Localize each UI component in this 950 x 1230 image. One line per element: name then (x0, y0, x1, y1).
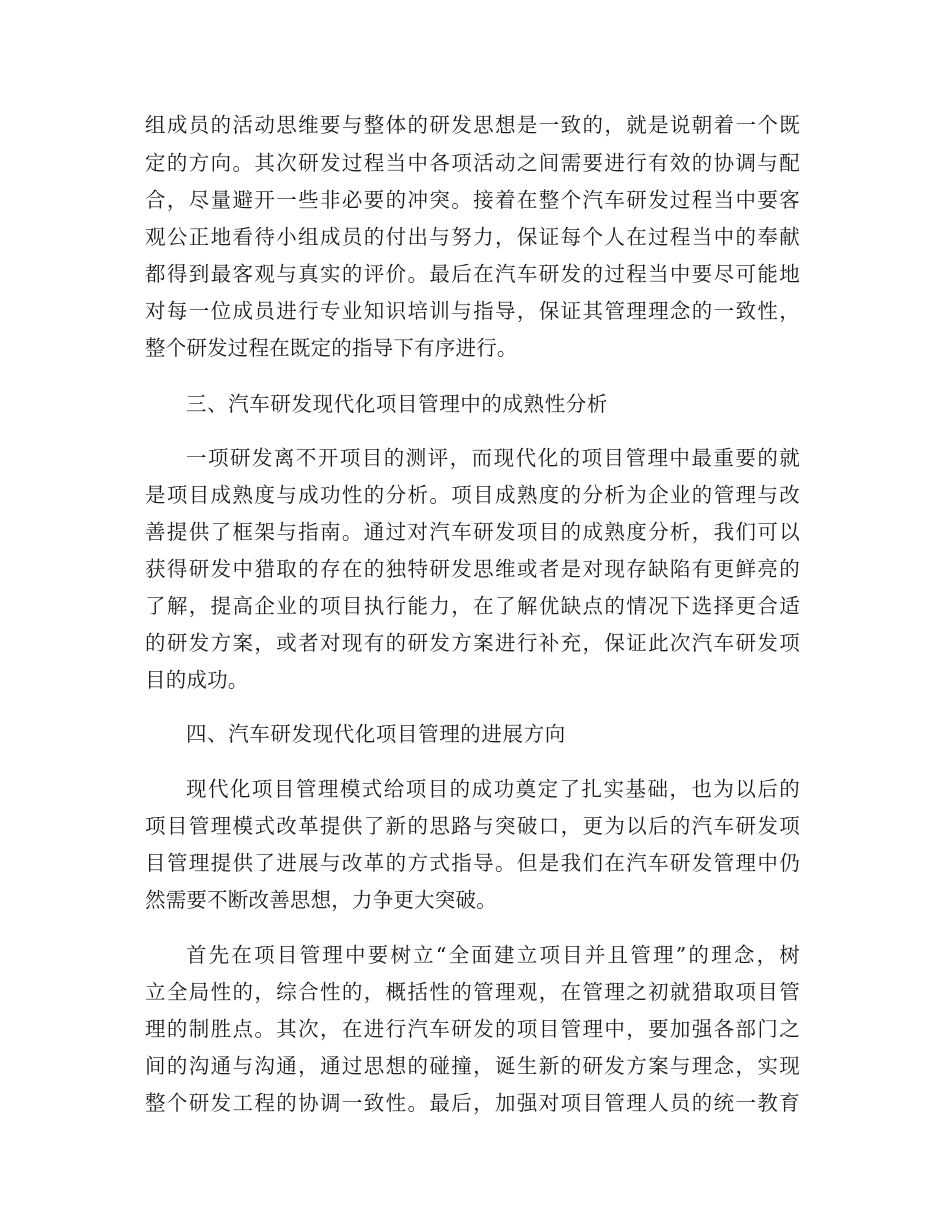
section-heading: 三、汽车研发现代化项目管理中的成熟性分析 (186, 392, 608, 416)
paragraph-line: 整个研发过程在既定的指导下有序进行。 (145, 336, 518, 360)
paragraph-line: 项目管理模式改革提供了新的思路与突破口，更为以后的汽车研发项 (145, 814, 800, 838)
paragraph-line: 获得研发中猎取的存在的独特研发思维或者是对现存缺陷有更鲜亮的 (145, 557, 800, 581)
paragraph-line: 立全局性的，综合性的，概括性的管理观，在管理之初就猎取项目管 (145, 980, 800, 1004)
paragraph-line: 组成员的活动思维要与整体的研发思想是一致的，就是说朝着一个既 (145, 113, 800, 137)
paragraph-line: 一项研发离不开项目的测评，而现代化的项目管理中最重要的就 (186, 446, 800, 470)
paragraph-line: 的研发方案，或者对现有的研发方案进行补充，保证此次汽车研发项 (145, 631, 800, 655)
paragraph-line: 目的成功。 (145, 668, 249, 692)
paragraph-line: 目管理提供了进展与改革的方式指导。但是我们在汽车研发管理中仍 (145, 851, 800, 875)
paragraph-line: 定的方向。其次研发过程当中各项活动之间需要进行有效的协调与配 (145, 151, 800, 175)
paragraph-line: 善提供了框架与指南。通过对汽车研发项目的成熟度分析，我们可以 (145, 520, 800, 544)
paragraph-line: 了解，提高企业的项目执行能力，在了解优缺点的情况下选择更合适 (145, 594, 800, 618)
section-heading: 四、汽车研发现代化项目管理的进展方向 (186, 722, 566, 746)
paragraph-line: 间的沟通与沟通，通过思想的碰撞，诞生新的研发方案与理念，实现 (145, 1054, 800, 1078)
paragraph-line: 是项目成熟度与成功性的分析。项目成熟度的分析为企业的管理与改 (145, 483, 800, 507)
paragraph-line: 观公正地看待小组成员的付出与努力，保证每个人在过程当中的奉献 (145, 225, 800, 249)
paragraph-line: 整个研发工程的协调一致性。最后，加强对项目管理人员的统一教育 (145, 1091, 800, 1115)
paragraph-line: 对每一位成员进行专业知识培训与指导，保证其管理理念的一致性， (145, 299, 800, 323)
paragraph-line: 都得到最客观与真实的评价。最后在汽车研发的过程当中要尽可能地 (145, 262, 800, 286)
paragraph-line: 然需要不断改善思想，力争更大突破。 (145, 888, 497, 912)
paragraph-line: 首先在项目管理中要树立“全面建立项目并且管理”的理念，树 (186, 943, 800, 967)
paragraph-line: 现代化项目管理模式给项目的成功奠定了扎实基础，也为以后的 (186, 777, 800, 801)
paragraph-line: 理的制胜点。其次，在进行汽车研发的项目管理中，要加强各部门之 (145, 1017, 800, 1041)
paragraph-line: 合，尽量避开一些非必要的冲突。接着在整个汽车研发过程当中要客 (145, 188, 800, 212)
